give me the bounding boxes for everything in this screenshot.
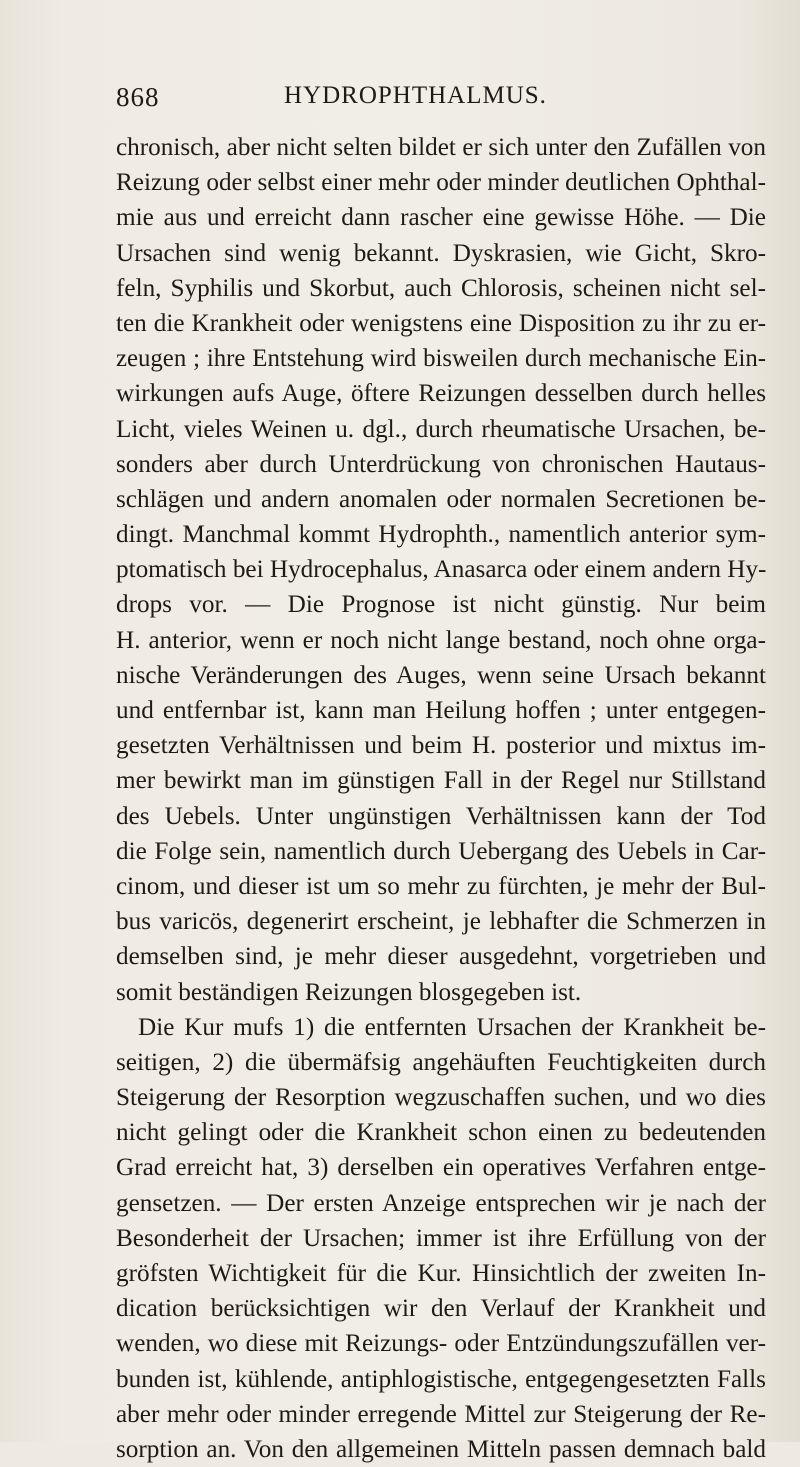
text-line: des Uebels. Unter ungünstigen Verhältnissen kann der Tod — [116, 802, 766, 830]
text-line: Licht, vieles Weinen u. dgl., durch rheumatische Ursachen, be- — [116, 415, 766, 443]
text-line: ten die Krankheit oder wenigstens eine Disposition zu ihr zu er- — [116, 309, 766, 337]
text-line: bus varicös, degenerirt erscheint, je lebhafter die Schmerzen in — [116, 908, 766, 936]
text-line: dingt. Manchmal kommt Hydrophth., namentlich anterior sym- — [116, 521, 766, 549]
text-line: Grad erreicht hat, 3) derselben ein operatives Verfahren entge- — [116, 1154, 766, 1182]
text-line: Ursachen sind wenig bekannt. Dyskrasien, wie Gicht, Skro- — [116, 239, 766, 267]
text-line: drops vor. — Die Prognose ist nicht günstig. Nur beim — [116, 591, 766, 619]
text-line: und entfernbar ist, kann man Heilung hoffen ; unter entgegen- — [116, 697, 766, 724]
text-line: Reizung oder selbst einer mehr oder minder deutlichen Ophthal- — [116, 169, 766, 197]
text-line: die Folge sein, namentlich durch Uebergang des Uebels in Car- — [116, 837, 766, 865]
text-line: cinom, und dieser ist um so mehr zu fürchten, je mehr der Bul- — [116, 872, 766, 900]
text-line: H. anterior, wenn er noch nicht lange bestand, noch ohne orga- — [116, 626, 766, 654]
text-line: Steigerung der Resorption wegzuschaffen suchen, und wo dies — [116, 1084, 766, 1112]
text-line: sonders aber durch Unterdrückung von chronischen Hautaus- — [116, 450, 766, 478]
text-line: Besonderheit der Ursachen; immer ist ihre Erfüllung von der — [116, 1224, 766, 1252]
text-line: sorption an. Von den allgemeinen Mitteln passen demnach bald — [116, 1435, 766, 1463]
text-line: mer bewirkt man im günstigen Fall in der Regel nur Stillstand — [116, 767, 766, 795]
text-line: wenden, wo diese mit Reizungs- oder Entzündungszufällen ver- — [116, 1330, 766, 1358]
text-line: wirkungen aufs Auge, öftere Reizungen desselben durch helles — [116, 380, 766, 408]
text-line: aber mehr oder minder erregende Mittel zur Steigerung der Re- — [116, 1400, 766, 1428]
text-line: bunden ist, kühlende, antiphlogistische, entgegengesetzten Falls — [116, 1365, 766, 1393]
text-line: seitigen, 2) die übermäfsig angehäuften Feuchtigkeiten durch — [116, 1048, 766, 1076]
text-line: gensetzen. — Der ersten Anzeige entsprechen wir je nach der — [116, 1189, 766, 1217]
body-text — [116, 130, 766, 1467]
text-line: ptomatisch bei Hydrocephalus, Anasarca oder einem andern Hy- — [116, 556, 767, 584]
text-line: somit beständigen Reizungen blosgegeben ist. — [116, 978, 582, 1006]
text-line: gesetzten Verhältnissen und beim H. posterior und mixtus im- — [116, 732, 766, 760]
text-line: demselben sind, je mehr dieser ausgedehnt, vorgetrieben und — [116, 943, 766, 971]
text-line: mie aus und erreicht dann rascher eine gewisse Höhe. — Die — [116, 204, 766, 232]
text-line: Die Kur mufs 1) die entfernten Ursachen der Krankheit be- — [138, 1013, 766, 1041]
text-line: chronisch, aber nicht selten bildet er sich unter den Zufällen von — [116, 134, 766, 161]
text-line: gröfsten Wichtigkeit für die Kur. Hinsichtlich der zweiten In- — [116, 1260, 766, 1287]
text-line: schlägen und andern anomalen oder normalen Secretionen be- — [116, 485, 766, 513]
text-line: zeugen ; ihre Entstehung wird bisweilen durch mechanische Ein- — [116, 345, 766, 373]
page-header — [116, 82, 756, 118]
page-number: 868 — [116, 82, 160, 112]
text-line: nische Veränderungen des Auges, wenn seine Ursach bekannt — [116, 661, 766, 689]
text-line: dication berücksichtigen wir den Verlauf der Krankheit und — [116, 1295, 766, 1323]
text-line: nicht gelingt oder die Krankheit schon einen zu bedeutenden — [116, 1119, 766, 1147]
text-line: feln, Syphilis und Skorbut, auch Chlorosis, scheinen nicht sel- — [116, 274, 766, 302]
running-title: HYDROPHTHALMUS. — [284, 82, 547, 109]
